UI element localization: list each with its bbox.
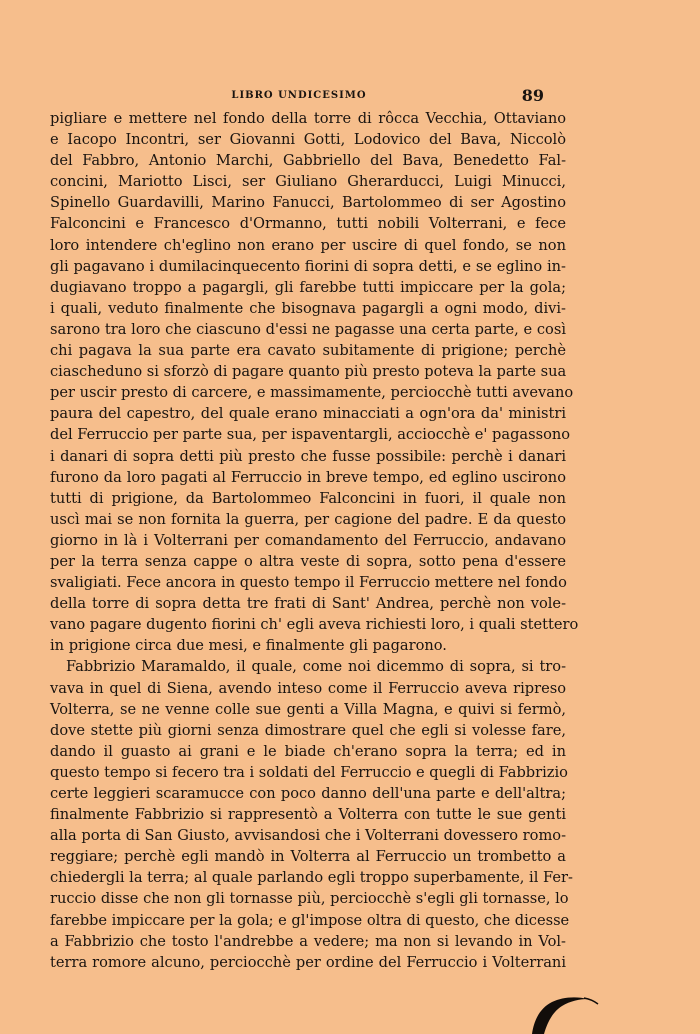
text-line: a Fabbrizio che tosto l'andrebbe a vedere; ma non si levando in Vol-	[50, 932, 566, 950]
text-line: uscì mai se non fornita la guerra, per cagione del padre. E da questo	[50, 510, 566, 528]
text-line: reggiare; perchè egli mandò in Volterra al Ferruccio un trombetto a	[50, 848, 566, 866]
text-line: ciascheduno si sforzò di pagare quanto più presto poteva la parte sua	[50, 363, 567, 381]
text-line: terra romore alcuno, perciocchè per ordine del Ferruccio i Volterrani	[50, 953, 566, 971]
text-line: paura del capestro, del quale erano minacciati a ogn'ora da' ministri	[50, 405, 566, 423]
text-line: farebbe impiccare per la gola; e gl'impose oltra di questo, che dicesse	[50, 911, 570, 929]
text-line: giorno in là i Volterrani per comandamento del Ferruccio, andavano	[50, 531, 566, 549]
text-line: del Fabbro, Antonio Marchi, Gabbriello del Bava, Benedetto Fal-	[50, 152, 566, 170]
text-line: dugiavano troppo a pagargli, gli farebbe tutti impiccare per la gola;	[50, 278, 566, 296]
text-line: i quali, veduto finalmente che bisognava pagargli a ogni modo, divi-	[50, 299, 566, 317]
text-line: Volterra, se ne venne colle sue genti a Villa Magna, e quivi si fermò,	[50, 700, 566, 718]
text-line: Falconcini e Francesco d'Ormanno, tutti nobili Volterrani, e fece	[50, 215, 566, 233]
text-line: e Iacopo Incontri, ser Giovanni Gotti, Lodovico del Bava, Niccolò	[50, 131, 566, 149]
text-line: vava in quel di Siena, avendo inteso come il Ferruccio aveva ripreso	[50, 679, 566, 697]
paragraph-end-line: in prigione circa due mesi, e finalmente gli pagarono.	[50, 637, 447, 655]
running-head-title: LIBRO UNDICESIMO	[231, 90, 367, 101]
text-line: alla porta di San Giusto, avvisandosi che i Volterrani dovessero romo-	[50, 827, 566, 845]
ink-smudge-icon	[528, 990, 608, 1034]
text-line: concini, Mariotto Lisci, ser Giuliano Gherarducci, Luigi Minucci,	[50, 173, 566, 191]
text-line: loro intendere ch'eglino non erano per uscire di quel fondo, se non	[50, 236, 566, 254]
text-line: finalmente Fabbrizio si rappresentò a Volterra con tutte le sue genti	[50, 806, 566, 824]
body-text	[50, 108, 579, 973]
text-line: della torre di sopra detta tre frati di Sant' Andrea, perchè non vole-	[50, 595, 566, 613]
text-line: i danari di sopra detti più presto che fusse possibile: perchè i danari	[50, 447, 566, 465]
text-line: per uscir presto di carcere, e massimamente, perciocchè tutti avevano	[50, 384, 574, 402]
text-line: sarono tra loro che ciascuno d'essi ne pagasse una certa parte, e così	[50, 320, 566, 338]
text-line: certe leggieri scaramucce con poco danno dell'una parte e dell'altra;	[50, 785, 566, 802]
text-line: questo tempo si fecero tra i soldati del Ferruccio e quegli di Fabbrizio	[50, 763, 568, 781]
text-line: furono da loro pagati al Ferruccio in breve tempo, ed eglino uscirono	[50, 468, 566, 486]
text-line: chiedergli la terra; al quale parlando egli troppo superbamente, il Fer-	[50, 869, 573, 887]
text-line: Spinello Guardavilli, Marino Fanucci, Bartolommeo di ser Agostino	[50, 194, 566, 212]
text-line: vano pagare dugento fiorini ch' egli aveva richiesti loro, i quali stettero	[50, 616, 579, 634]
text-line: per la terra senza cappe o altra veste di sopra, sotto pena d'essere	[50, 552, 566, 570]
text-line: del Ferruccio per parte sua, per ispaventargli, acciocchè e' pagassono	[50, 426, 571, 444]
text-line: ruccio disse che non gli tornasse più, perciocchè s'egli gli tornasse, lo	[50, 890, 569, 908]
running-head	[50, 86, 548, 106]
text-line: gli pagavano i dumilacinquecento fiorini di sopra detti, e se eglino in-	[50, 257, 566, 275]
text-line: svaligiati. Fece ancora in questo tempo il Ferruccio mettere nel fondo	[50, 574, 567, 592]
text-line: tutti di prigione, da Bartolommeo Falconcini in fuori, il quale non	[50, 489, 566, 507]
page-number: 89	[521, 86, 544, 105]
text-line: pigliare e mettere nel fondo della torre di rôcca Vecchia, Ottaviano	[50, 110, 566, 127]
paragraph-start-line: Fabbrizio Maramaldo, il quale, come noi dicemmo di sopra, si tro-	[66, 658, 566, 676]
text-line: chi pagava la sua parte era cavato subitamente di prigione; perchè	[50, 342, 566, 360]
text-line: dove stette più giorni senza dimostrare quel che egli si volesse fare,	[50, 721, 566, 739]
text-line: dando il guasto ai grani e le biade ch'erano sopra la terra; ed in	[50, 742, 566, 760]
